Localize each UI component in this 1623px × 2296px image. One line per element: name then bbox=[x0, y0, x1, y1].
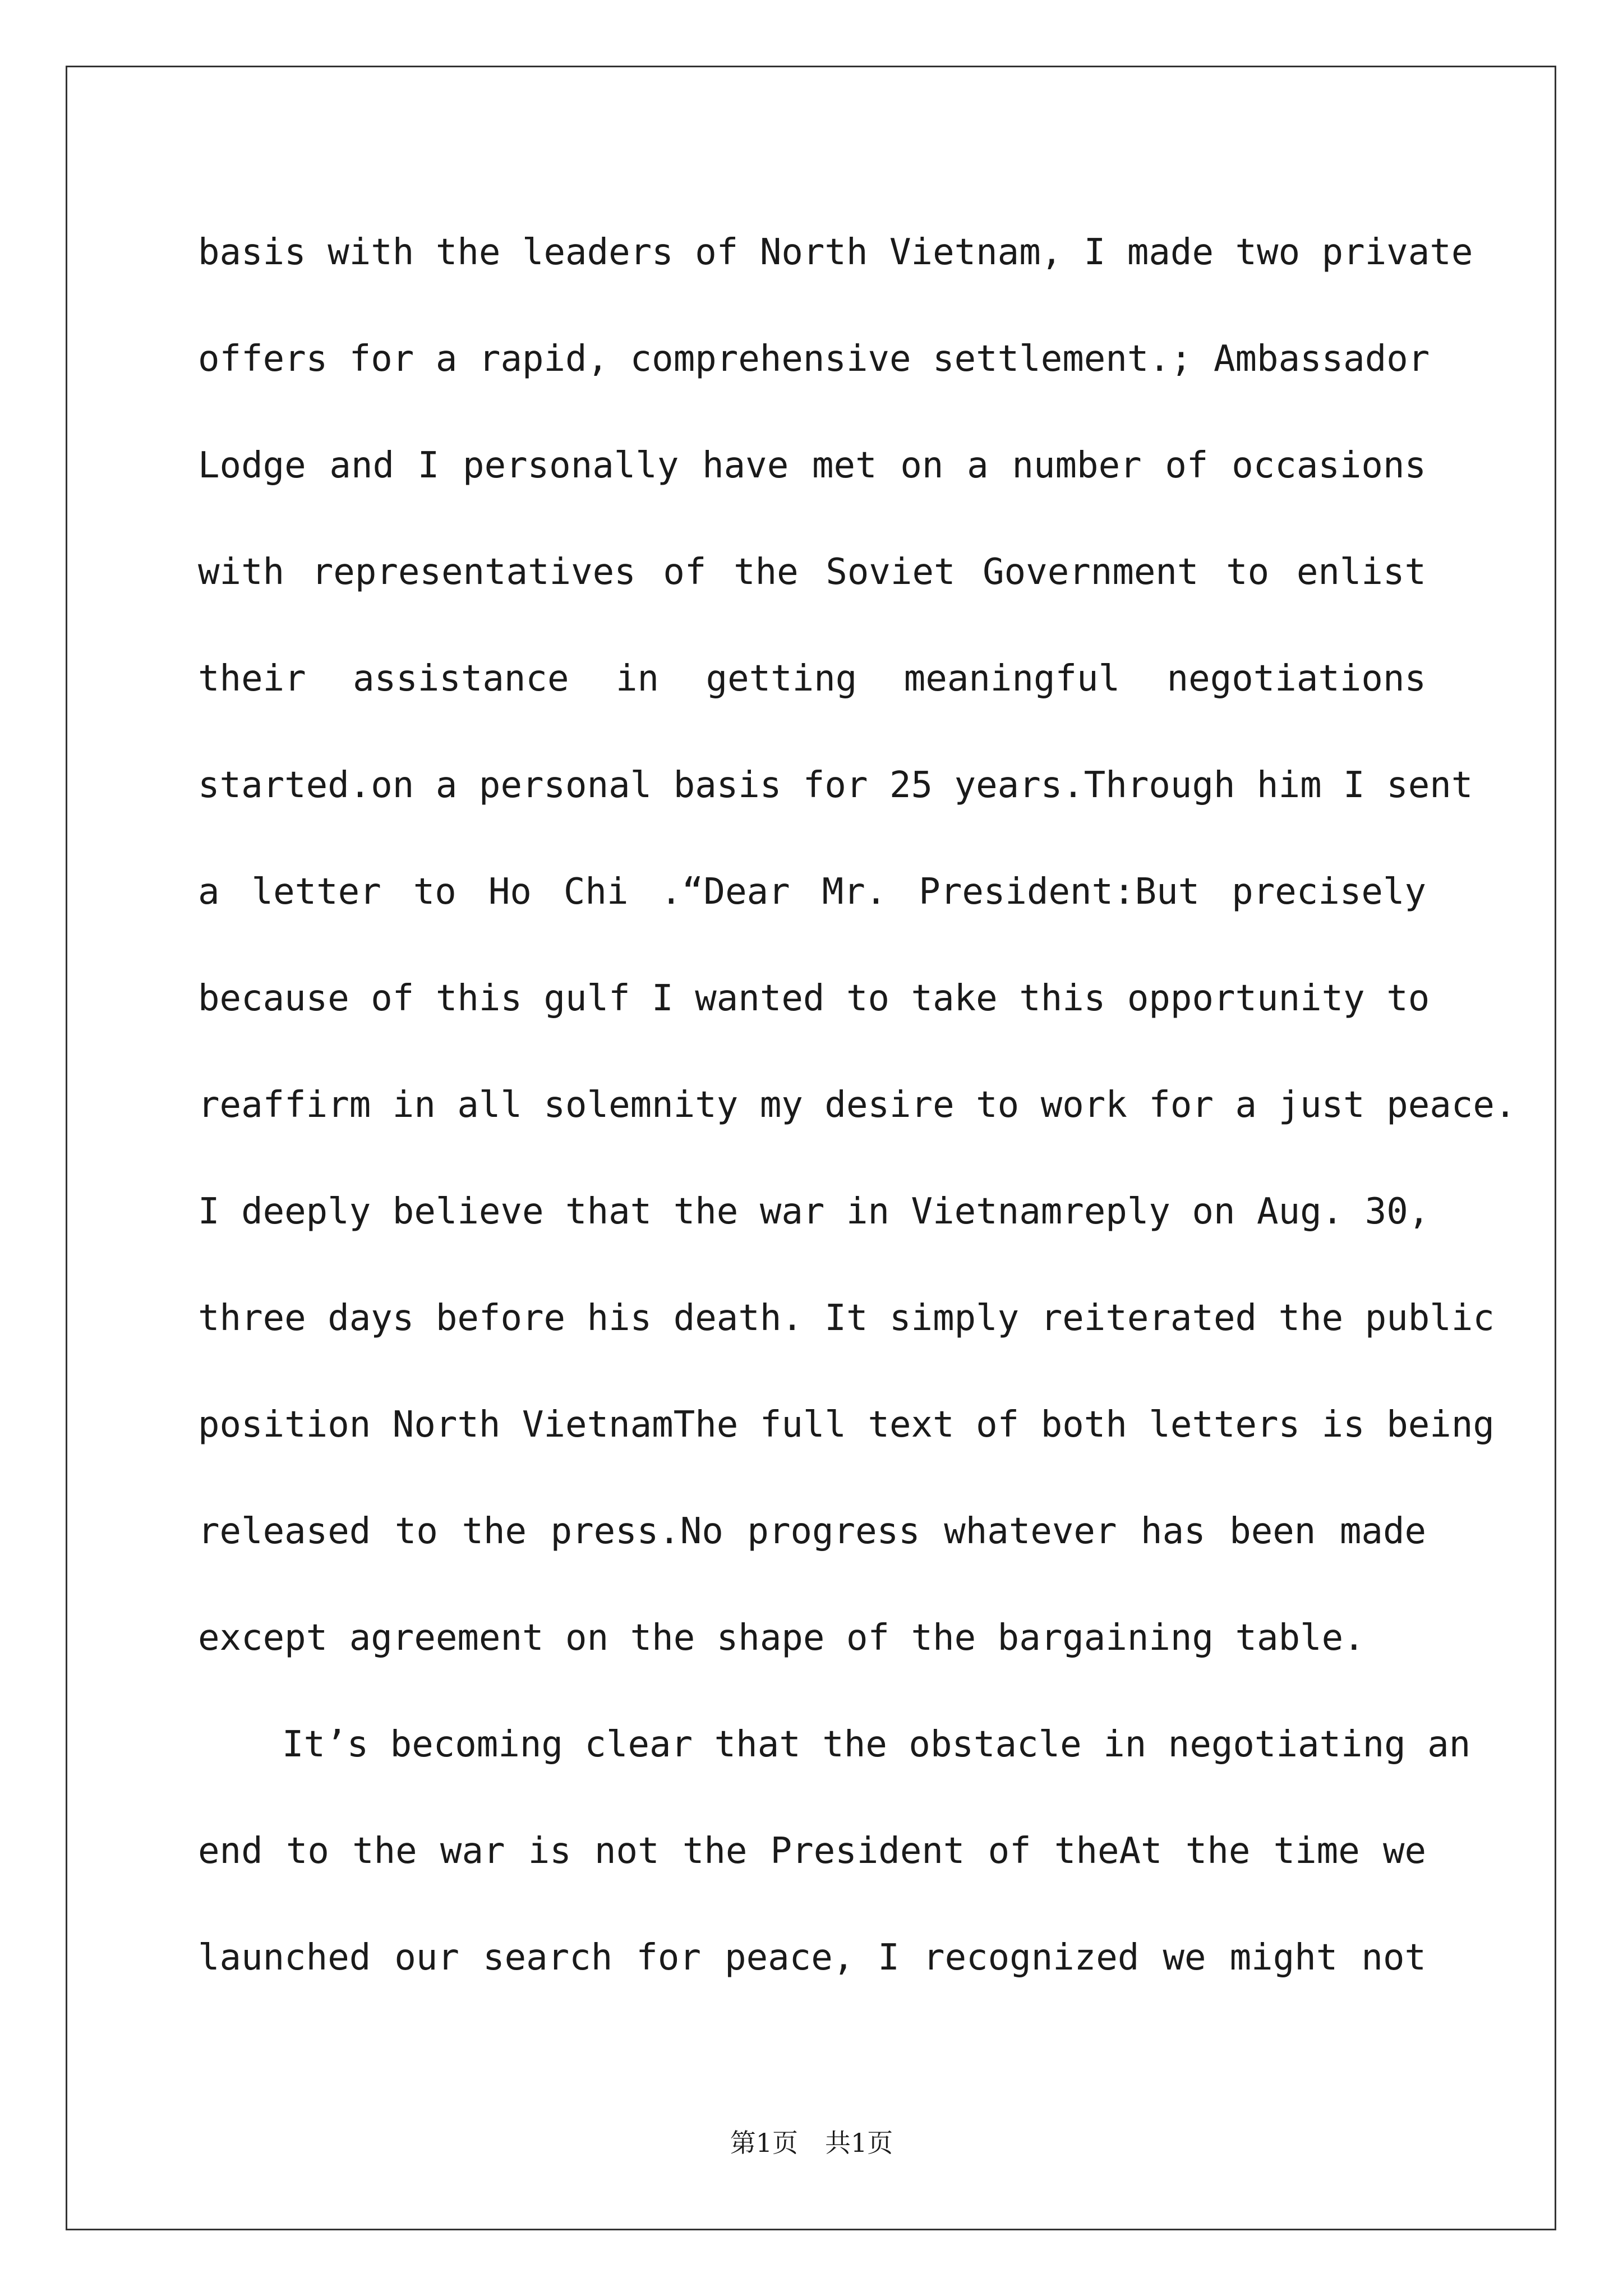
page-number: 第1页 bbox=[730, 2128, 798, 2158]
text-line: launched our search for peace, I recognized we might not bbox=[198, 1937, 1426, 1978]
text-line: basis with the leaders of North Vietnam, I made two private bbox=[198, 232, 1473, 273]
text-line: position North VietnamThe full text of both letters is being bbox=[198, 1404, 1495, 1446]
text-line: three days before his death. It simply reiterated the public bbox=[198, 1297, 1495, 1339]
text-line: reaffirm in all solemnity my desire to work for a just peace. bbox=[198, 1084, 1516, 1126]
text-line: with representatives of the Soviet Government to enlist bbox=[198, 551, 1426, 593]
text-line: their assistance in getting meaningful negotiations bbox=[198, 658, 1426, 700]
paragraph-first-line: It’s becoming clear that the obstacle in negotiating an bbox=[282, 1724, 1471, 1765]
text-line: except agreement on the shape of the bargaining table. bbox=[198, 1617, 1365, 1659]
page-total: 共1页 bbox=[825, 2128, 893, 2158]
text-line: Lodge and I personally have met on a number of occasions bbox=[198, 445, 1426, 486]
text-line: started.on a personal basis for 25 years.Through him I sent bbox=[198, 765, 1473, 806]
text-line: I deeply believe that the war in Vietnamreply on Aug. 30, bbox=[198, 1191, 1430, 1232]
document-body bbox=[198, 224, 1516, 2036]
text-line: because of this gulf I wanted to take this opportunity to bbox=[198, 978, 1430, 1019]
text-line: end to the war is not the President of theAt the time we bbox=[198, 1830, 1426, 1872]
text-line: offers for a rapid, comprehensive settlement.; Ambassador bbox=[198, 338, 1430, 380]
text-line: a letter to Ho Chi .“Dear Mr. President:But precisely bbox=[198, 871, 1426, 913]
page-footer bbox=[0, 2126, 1623, 2160]
text-line: released to the press.No progress whatever has been made bbox=[198, 1511, 1426, 1552]
